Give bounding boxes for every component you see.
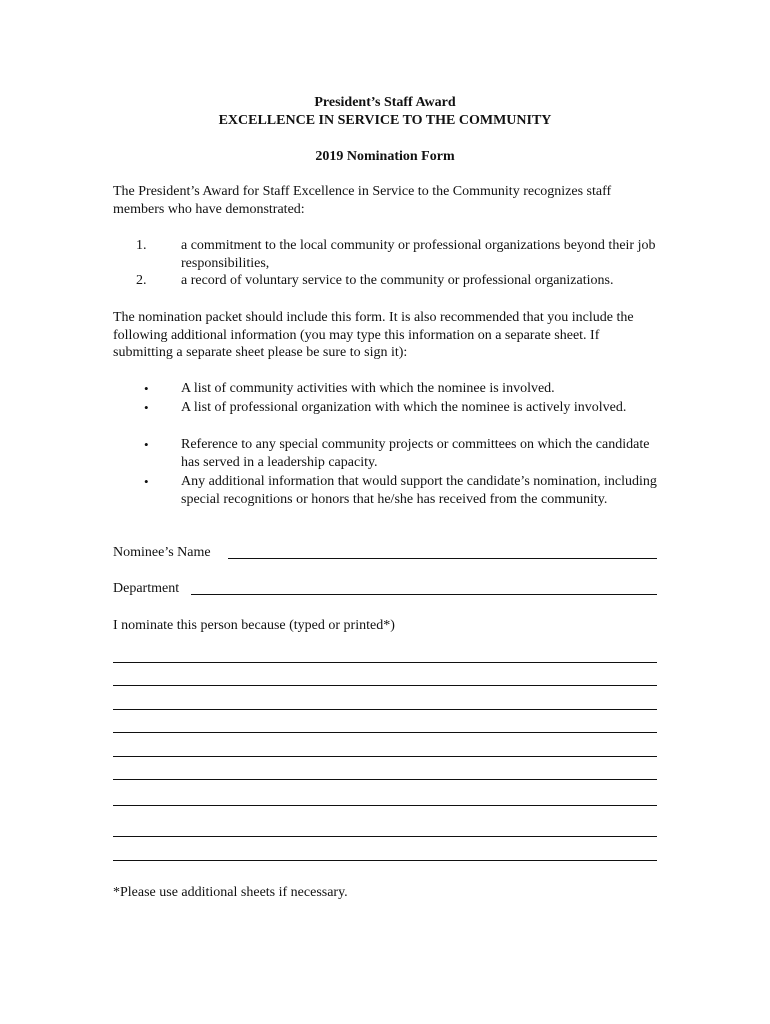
form-title: 2019 Nomination Form [315,149,455,164]
bullet-item: A list of community activities with which the nominee is involved. [181,381,555,396]
award-title: President’s Staff Award [314,95,456,110]
bullet-glyph: • [144,474,149,489]
nominee-name-field[interactable] [228,543,657,559]
department-label: Department [113,581,180,596]
criteria-item: a commitment to the local community or professional organizations beyond their job responsibilities, [181,238,656,271]
reason-line[interactable] [113,685,657,686]
award-subtitle: EXCELLENCE IN SERVICE TO THE COMMUNITY [218,113,552,128]
criteria-item: a record of voluntary service to the community or professional organizations. [181,273,614,288]
bullet-item: A list of professional organization with which the nominee is actively involved. [181,400,627,415]
reason-line[interactable] [113,709,657,710]
bullet-glyph: • [144,400,149,415]
bullet-item: Any additional information that would support the candidate’s nomination, including special recognitions or honors that he/she has received from the community. [181,474,657,507]
nominee-name-label: Nominee’s Name [113,545,211,560]
reason-line[interactable] [113,860,657,861]
footnote: *Please use additional sheets if necessary. [113,885,348,900]
intro-paragraph: The President’s Award for Staff Excellence in Service to the Community recognizes staff members who have demonstrated: [113,184,612,217]
reason-line[interactable] [113,836,657,837]
department-field[interactable] [191,579,657,595]
reason-line[interactable] [113,732,657,733]
bullet-glyph: • [144,381,149,396]
reason-line[interactable] [113,756,657,757]
criteria-number: 2. [136,273,147,288]
reason-line[interactable] [113,805,657,806]
bullet-item: Reference to any special community projects or committees on which the candidate has served in a leadership capacity. [181,437,650,470]
bullet-glyph: • [144,437,149,452]
nomination-reason-label: I nominate this person because (typed or printed*) [113,618,395,633]
packet-paragraph: The nomination packet should include this form. It is also recommended that you include the following additional information (you may type this information on a separate sheet. If submitting a separate sheet please be sure to sign it): [113,310,634,360]
reason-line[interactable] [113,779,657,780]
reason-line[interactable] [113,662,657,663]
criteria-number: 1. [136,238,147,253]
